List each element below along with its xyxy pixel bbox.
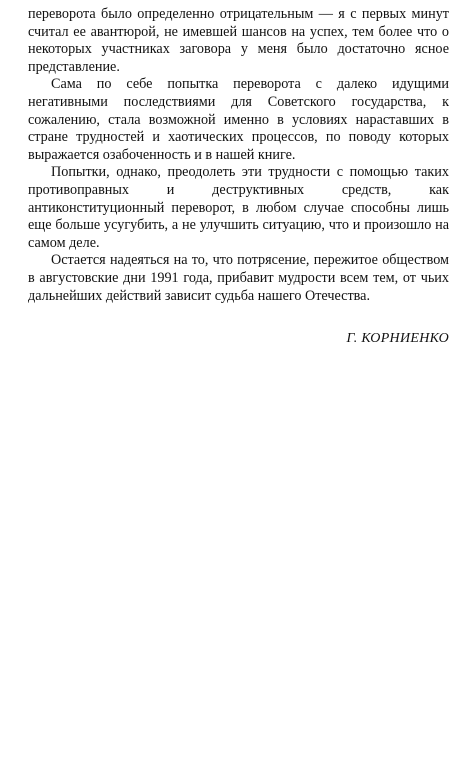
document-page	[28, 6, 449, 348]
paragraph-3: Попытки, однако, преодолеть эти трудности с помощью таких противоправных и деструктивных средств, как антиконституционный переворот, в любом случае способны лишь еще больше усугубить, а не улучшить ситуацию, что и произошло на самом деле.	[28, 164, 449, 251]
paragraph-1: переворота было определенно отрицательным — я с первых минут считал ее авантюрой, не имевшей шансов на успех, тем более что о некоторых участниках заговора у меня было достаточно ясное представление.	[28, 6, 449, 75]
paragraph-4: Остается надеяться на то, что потрясение, пережитое обществом в августовские дни 1991 года, прибавит мудрости всем тем, от чьих дальнейших действий зависит судьба нашего Отечества.	[28, 252, 449, 304]
paragraph-2: Сама по себе попытка переворота с далеко идущими негативными последствиями для Советского государства, к сожалению, стала возможной именно в условиях нараставших в стране трудностей и хаотических процессов, по поводу которых выражается озабоченность и в нашей книге.	[28, 76, 449, 163]
author-signature: Г. КОРНИЕНКО	[346, 331, 449, 347]
